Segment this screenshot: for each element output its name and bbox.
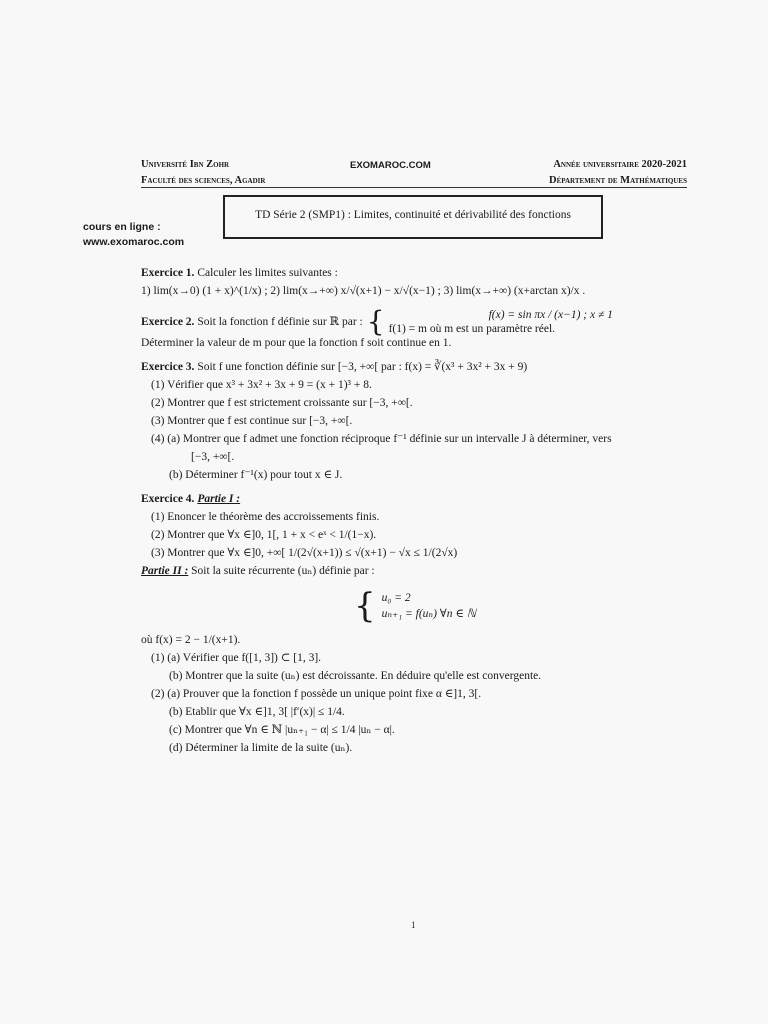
exercise-4-q1a: (1) (a) Vérifier que f([1, 3]) ⊂ [1, 3]. [151, 652, 322, 664]
recurrence-lines [382, 590, 476, 622]
exercise-4-part2-label: Partie II : [141, 565, 189, 577]
exercise-2-task: Déterminer la valeur de m pour que la fonction f soit continue en 1. [141, 337, 452, 349]
exercise-4-f-definition: où f(x) = 2 − 1/(x+1). [141, 634, 241, 646]
exercise-3-q1: (1) Vérifier que x³ + 3x² + 3x + 9 = (x + 1)³ + 8. [151, 379, 372, 391]
exercise-content [141, 266, 689, 759]
exercise-3-q3: (3) Montrer que f est continue sur [−3, +∞[. [151, 415, 353, 427]
side-note [83, 220, 184, 250]
exercise-3-heading: Exercice 3. [141, 361, 195, 373]
recurrence-relation: uₙ₊₁ = f(uₙ) ∀n ∈ ℕ [381, 608, 476, 620]
exercise-4-q1b: (b) Montrer que la suite (uₙ) est décroissante. En déduire qu'elle est convergente. [169, 670, 542, 682]
site-watermark: EXOMAROC.COM [350, 160, 431, 171]
exercise-3-intro: Soit f une fonction définie sur [−3, +∞[ par : f(x) = ∛(x³ + 3x² + 3x + 9) [197, 361, 528, 373]
exercise-4-p1-q2: (2) Montrer que ∀x ∈]0, 1[, 1 + x < eˣ < 1/(1−x). [151, 529, 377, 541]
exercise-4-p1-q3: (3) Montrer que ∀x ∈]0, +∞[ 1/(2√(x+1)) ≤ √(x+1) − √x ≤ 1/(2√x) [151, 547, 458, 559]
page-number: 1 [411, 920, 416, 930]
document-title: TD Série 2 (SMP1) : Limites, continuité et dérivabilité des fonctions [255, 209, 571, 221]
year-header [549, 157, 687, 189]
brace-symbol: { [354, 586, 376, 626]
exercise-2-case-1: f(x) = sin πx / (x−1) ; x ≠ 1 [488, 309, 613, 321]
exercise-3-q4a-continued: [−3, +∞[. [191, 451, 235, 463]
brace-symbol: { [366, 305, 385, 338]
exercise-4-q2c: (c) Montrer que ∀n ∈ ℕ |uₙ₊₁ − α| ≤ 1/4 |uₙ − α|. [169, 724, 395, 736]
department-name: Département de Mathématiques [548, 175, 687, 186]
faculty-name: Faculté des sciences, Agadir [141, 175, 266, 186]
exercise-4-p1-q1: (1) Enoncer le théorème des accroissements finis. [151, 511, 380, 523]
side-note-url[interactable]: www.exomaroc.com [83, 236, 185, 248]
exercise-4-part1-label: Partie I : [197, 493, 241, 505]
exercise-1-limits: 1) lim(x→0) (1 + x)^(1/x) ; 2) lim(x→+∞) x/√(x+1) − x/√(x−1) ; 3) lim(x→+∞) (x+arctan x)/x . [141, 285, 586, 297]
exercise-1-heading: Exercice 1. [141, 267, 195, 279]
exercise-4-q2b: (b) Etablir que ∀x ∈]1, 3[ |f′(x)| ≤ 1/4. [169, 706, 345, 718]
side-note-label: cours en ligne : [83, 221, 161, 233]
university-header [141, 157, 265, 189]
title-box [223, 195, 603, 239]
exercise-3-q4b: (b) Déterminer f⁻¹(x) pour tout x ∈ J. [169, 469, 343, 481]
university-name: Université Ibn Zohr [141, 159, 230, 170]
recurrence-system [141, 586, 689, 626]
recurrence-initial: u₀ = 2 [381, 592, 411, 604]
exercise-1-prompt: Calculer les limites suivantes : [197, 267, 338, 279]
exercise-3-heading-line [141, 360, 689, 375]
exercise-2-heading: Exercice 2. [141, 315, 195, 328]
header-rule [141, 187, 687, 188]
academic-year: Année universitaire 2020-2021 [553, 159, 687, 170]
exercise-2-definition [141, 305, 689, 338]
exercise-4-heading: Exercice 4. [141, 493, 195, 505]
exercise-3-q2: (2) Montrer que f est strictement croissante sur [−3, +∞[. [151, 397, 413, 409]
exercise-2-case-2: f(1) = m où m est un paramètre réel. [388, 323, 556, 335]
exercise-2-intro: Soit la fonction f définie sur ℝ par : [197, 315, 363, 328]
exercise-4-q2a: (2) (a) Prouver que la fonction f possède un unique point fixe α ∈]1, 3[. [151, 688, 482, 700]
exercise-4-part2-intro: Soit la suite récurrente (uₙ) définie par : [191, 565, 375, 577]
exercise-2-cases [389, 308, 613, 336]
exercise-4-part2-line [141, 564, 689, 579]
exercise-4-q2d: (d) Déterminer la limite de la suite (uₙ). [169, 742, 353, 754]
exercise-1-heading-line [141, 266, 689, 281]
exercise-3-q4a: (4) (a) Montrer que f admet une fonction réciproque f⁻¹ définie sur un intervalle J à déterminer, vers [151, 433, 612, 445]
exercise-4-heading-line [141, 492, 689, 507]
